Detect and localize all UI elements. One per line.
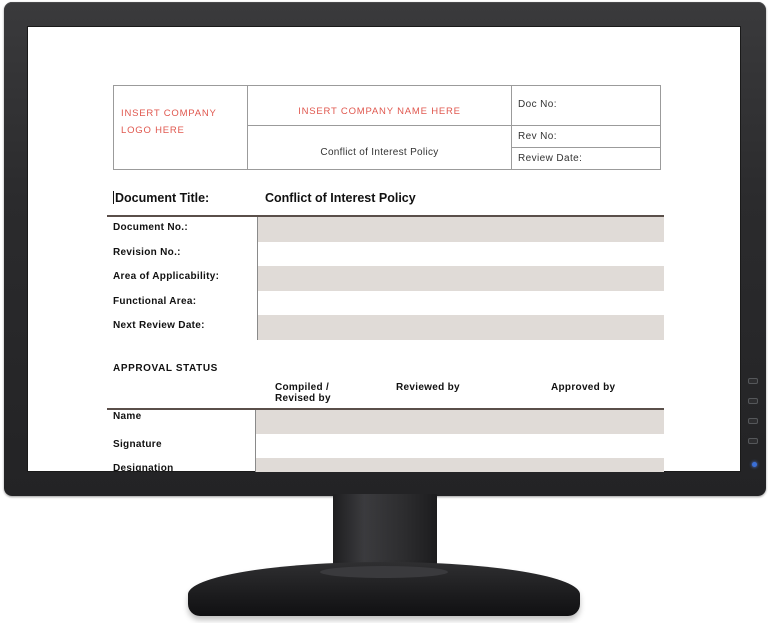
doc-no-cell[interactable] <box>512 86 660 126</box>
power-indicator-icon[interactable] <box>752 462 757 467</box>
info-row-functional-area <box>107 291 664 316</box>
document-title-label[interactable] <box>113 191 209 205</box>
monitor-stand-neck <box>333 494 437 570</box>
approval-value-field[interactable] <box>255 434 664 458</box>
approval-row-designation <box>107 458 664 472</box>
info-value-field[interactable] <box>257 266 664 291</box>
approval-row-signature <box>107 434 664 458</box>
approval-status-heading: APPROVAL STATUS <box>113 363 218 374</box>
policy-name: Conflict of Interest Policy <box>320 147 439 158</box>
approval-row-label: Name <box>113 411 142 422</box>
logo-cell <box>114 86 248 169</box>
approval-value-field[interactable] <box>255 410 664 434</box>
info-row-area-of-applicability <box>107 266 664 291</box>
approval-row-label: Signature <box>113 439 162 450</box>
text-cursor <box>113 191 114 204</box>
doc-no-label: Doc No: <box>518 99 557 110</box>
monitor-stand-joint <box>320 566 448 578</box>
approval-value-field[interactable] <box>255 458 664 472</box>
rev-no-label: Rev No: <box>518 131 557 142</box>
monitor-screen <box>27 26 741 472</box>
column-header-compiled: Compiled / Revised by <box>275 382 331 404</box>
info-value-field[interactable] <box>257 217 664 242</box>
document-info-table <box>107 215 664 340</box>
approval-table <box>107 408 664 472</box>
info-label: Document No.: <box>113 222 189 233</box>
logo-placeholder: INSERT COMPANY LOGO HERE <box>121 108 217 136</box>
document-header-table <box>113 85 661 170</box>
info-row-revision-no <box>107 242 664 267</box>
info-label: Next Review Date: <box>113 320 205 331</box>
policy-name-cell <box>248 126 512 169</box>
info-value-field[interactable] <box>257 242 664 267</box>
info-label: Functional Area: <box>113 295 197 307</box>
approval-row-label: Designation <box>113 463 174 472</box>
rev-no-cell[interactable] <box>512 126 660 148</box>
info-row-next-review-date <box>107 315 664 340</box>
company-name-placeholder: INSERT COMPANY NAME HERE <box>298 106 461 117</box>
info-label: Area of Applicability: <box>113 271 220 282</box>
column-header-approved: Approved by <box>551 382 616 393</box>
info-value-field[interactable] <box>257 315 664 340</box>
document-page <box>27 26 741 472</box>
info-label: Revision No.: <box>113 246 181 258</box>
review-date-label: Review Date: <box>518 153 583 164</box>
approval-row-name <box>107 410 664 434</box>
column-header-reviewed: Reviewed by <box>396 382 460 393</box>
document-title-value[interactable]: Conflict of Interest Policy <box>265 191 416 205</box>
monitor-button[interactable] <box>748 438 758 444</box>
review-date-cell[interactable] <box>512 148 660 169</box>
info-row-document-no <box>107 217 664 242</box>
monitor-side-buttons <box>748 378 760 474</box>
monitor-button[interactable] <box>748 378 758 384</box>
monitor-button[interactable] <box>748 398 758 404</box>
monitor-button[interactable] <box>748 418 758 424</box>
company-name-cell <box>248 86 512 126</box>
document-title-label-text: Document Title: <box>115 191 210 205</box>
info-value-field[interactable] <box>257 291 664 316</box>
